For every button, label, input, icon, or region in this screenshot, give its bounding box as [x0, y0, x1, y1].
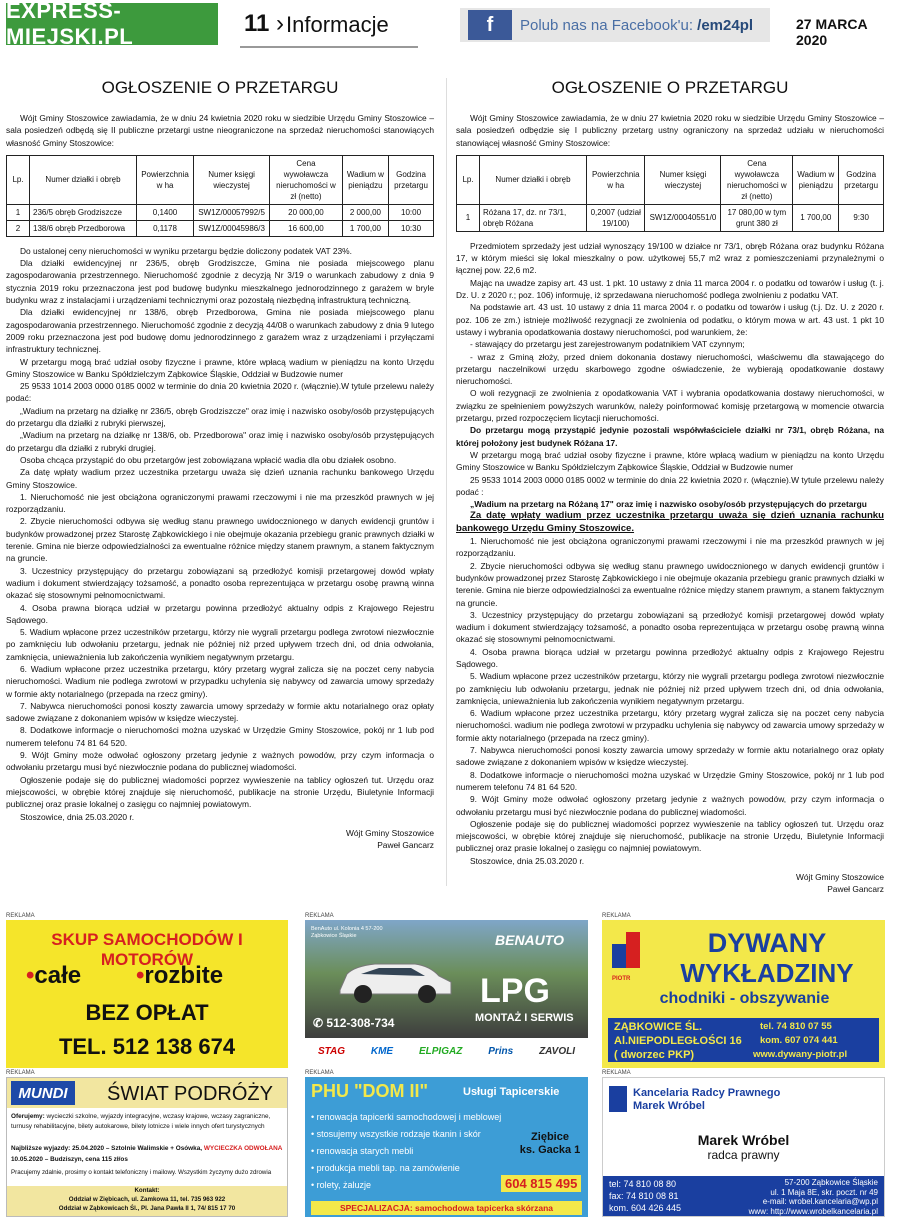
brand-logo: KME [370, 1045, 394, 1057]
ad-phu-spec: SPECJALIZACJA: samochodowa tapicerka skórzana [311, 1201, 582, 1215]
cell: SW1Z/00045986/3 [194, 220, 270, 236]
ad-mundi-office-1: Oddział w Ziębicach, ul. Zamkowa 11, tel. 735 963 922 [68, 1196, 226, 1203]
chevron-right-icon: › [276, 10, 285, 37]
ad-label: REKLAMA [305, 1070, 334, 1076]
col-plot: Numer działki i obręb [480, 155, 587, 204]
table-row [7, 204, 434, 220]
ad-benauto-service: MONTAŻ I SERWIS [475, 1012, 574, 1024]
notice-paragraph: 6. Wadium wpłacone przez uczestnika przetargu, który przetarg wygrał zalicza się na poczet ceny nabycia nieruchomości. Wadium nie podlega zwrotowi w przypadku uchylenia się nabywcy od zawarcia umowy sprzedaży w formie akty notarialnego (przepada na rzecz gminy). [6, 663, 434, 699]
notice-paragraph: 4. Osoba prawna biorąca udział w przetargu powinna przedłożyć aktualny odpis z Krajowego Rejestru Sądowego. [456, 646, 884, 669]
notice-intro: Wójt Gminy Stoszowice zawiadamia, że w dniu 27 kwietnia 2020 roku w siedzibie Urzędu Gminy Stoszowice – sala posiedzeń odbędzie się I publiczny przetarg ustny ograniczony na sprzedaż udziału w nieruchomości stanowiącej własność Gminy Stoszowice: [456, 113, 884, 148]
bullet-icon: • [136, 962, 145, 989]
ad-mundi[interactable] [6, 1077, 288, 1217]
list-item [311, 1177, 511, 1194]
ad-dywany-l1: DYWANY [707, 928, 827, 958]
notice-title: OGŁOSZENIE O PRZETARGU [551, 78, 789, 97]
cell: 2 [7, 220, 30, 236]
notice-paragraph: 4. Osoba prawna biorąca udział w przetargu powinna przedłożyć aktualny odpis z Krajowego Rejestru Sądowego. [6, 602, 434, 625]
notice-paragraph: Ogłoszenie podaje się do publicznej wiadomości poprzez wywieszenie na tablicy ogłoszeń tut. Urzędu oraz miejscowości, w obrębie której znajduje się nieruchomość, publikacje na stronie Urzędu, Biuletynie Informacji publicznej oraz prasie lokalnej o zasięgu co najmniej powiatowym. [456, 818, 884, 854]
section-number [244, 10, 284, 38]
section-num-text: 11 [244, 10, 270, 37]
ad-mundi-info: Pracujemy zdalnie, prosimy o kontakt telefoniczny i mailowy. Wszystkim życzymy dużo zdrowia [11, 1169, 272, 1176]
ad-kancelaria-role: radca prawny [707, 1148, 780, 1162]
col-wadium: Wadium w pieniądzu [342, 155, 388, 204]
phone-icon: ✆ [313, 1016, 324, 1030]
ad-label: REKLAMA [6, 913, 35, 919]
ad-kancelaria-a2: ul. 1 Maja 8E, skr. poczt. nr 49 [770, 1187, 878, 1197]
ad-phu-phone: 604 815 495 [501, 1175, 581, 1192]
ad-kancelaria-tel: tel: 74 810 08 80 [609, 1179, 677, 1189]
bullet-icon: • [311, 1180, 317, 1190]
notice-paragraph-bold: „Wadium na przetarg na Różaną 17" oraz imię i nazwisko osoby/osób przystępujących do przetargu [470, 499, 867, 510]
notice-paragraph: 2. Zbycie nieruchomości odbywa się według stanu prawnego uwidocznionego w danych ewidencji gruntów i budynków prowadzonej przez Starostę Ząbkowickiego i nie obejmuje okazania przebiegu granic prawnych działki w terenie. Gmina nie bierze odpowiedzialności za ewentualne różnice między stanem prawnym, a stanem faktycznym na gruncie. [6, 516, 434, 564]
notice-paragraph: 25 9533 1014 2003 0000 0185 0002 w terminie do dnia 22 kwietnia 2020 r. (włącznie).W tytule przelewu należy podać : [456, 474, 884, 497]
ad-mundi-trip-2: 10.05.2020 – Budziszyn, cena 115 zł/os [11, 1156, 128, 1163]
ad-kancelaria-contact [603, 1176, 884, 1216]
ad-kancelaria-kom: kom. 604 426 445 [609, 1203, 682, 1213]
notice-paragraph: 2. Zbycie nieruchomości odbywa się według stanu prawnego uwidocznionego w danych ewidencji gruntów i budynków prowadzonej przez Starostę Ząbkowickiego i nie obejmuje okazania przebiegu granic prawnych działki w terenie. Gmina nie bierze odpowiedzialności za ewentualne różnice między stanem prawnym, a stanem faktycznym na gruncie. [456, 560, 884, 608]
notice-paragraph: 9. Wójt Gminy może odwołać ogłoszony przetarg jedynie z ważnych powodów, przy czym informacja o odwołaniu przetargu musi być niezwłocznie podana do publicznej wiadomości. [456, 794, 884, 817]
ad-dywany-city: ZĄBKOWICE ŚL. [614, 1021, 702, 1033]
ad-benauto-phone [313, 1016, 394, 1030]
list-item [311, 1126, 511, 1143]
brand-logo: ZAVOLI [539, 1045, 576, 1057]
ad-benauto-brand: BENAUTO [495, 932, 564, 948]
col-price: Cena wywoławcza nieruchomości w zł (netto) [270, 155, 343, 204]
list-item-text: renowacja starych mebli [316, 1146, 414, 1156]
list-item [311, 1143, 511, 1160]
ad-phu-sub: Usługi Tapicerskie [463, 1086, 560, 1098]
cell: 0,2007 (udział 19/100) [587, 204, 645, 231]
col-hour: Godzina przetargu [839, 155, 884, 204]
signature-name: Paweł Gancarz [827, 884, 884, 895]
notice-paragraph: 1. Nieruchomość nie jest obciążona ograniczonymi prawami rzeczowymi i nie ma przeszkód prawnych w jej rozporządzaniu. [456, 536, 884, 559]
list-item [311, 1109, 511, 1126]
notice-paragraph: „Wadium na przetarg na działkę nr 236/5, obręb Grodziszcze" oraz imię i nazwisko osoby/osób przystępujących do przetargu dla działki z rubryki pierwszej, [6, 405, 434, 429]
notice-date: Stoszowice, dnia 25.03.2020 r. [470, 855, 585, 866]
notice-paragraph: Przedmiotem sprzedaży jest udział wynoszący 19/100 w działce nr 73/1, obręb Różana oraz budynku Różana 17, w którym mieści się lokal mieszkalny o pow. użytkowej 55,7 m2 wraz z pomieszczeniami przynależnymi o łącznej pow. 22,6 m2. [456, 240, 884, 276]
ad-mundi-contact-label: Kontakt: [134, 1187, 160, 1194]
ad-kancelaria-phones [609, 1178, 681, 1214]
ad-label: REKLAMA [602, 1070, 631, 1076]
ad-mundi-trips [11, 1144, 287, 1153]
ad-kancelaria-a1: 57-200 Ząbkowice Śląskie [784, 1178, 878, 1187]
notice-paragraph: Dla działki ewidencyjnej nr 236/5, obręb Grodziszcze, Gmina nie posiada miejscowego planu zagospodarowania przestrzennego. Nieruchomość zgodnie z decyzją Nr 3/19 o warunkach zabudowy z dnia 9 stycznia 2019 roku przeznaczona jest pod budowę budynku mieszkalnego jednorodzinnego z garażem w bryle budynku wraz z instalacjami i urządzeniami technicznymi oraz pozostałą niezbędną infrastrukturą techniczną. [6, 258, 434, 306]
ad-mundi-trip-1: Najbliższe wyjazdy: 25.04.2020 – Sztolnie Walimskie + Osówka, [11, 1145, 203, 1152]
ad-kancelaria-t2: Marek Wróbel [633, 1100, 705, 1112]
cell: 1 700,00 [793, 204, 839, 231]
ad-dywany-contact [608, 1018, 879, 1062]
ad-kancelaria[interactable] [602, 1077, 885, 1217]
ad-skup-phone: TEL. 512 138 674 [58, 1034, 236, 1059]
ad-kancelaria-name: Marek Wróbel [697, 1132, 790, 1148]
col-plot: Numer działki i obręb [30, 155, 137, 204]
ad-dywany-kom: kom. 607 074 441 [760, 1035, 838, 1046]
ad-label: REKLAMA [6, 1070, 35, 1076]
ad-benauto-phone-text: 512-308-734 [326, 1016, 395, 1030]
ad-benauto[interactable] [305, 920, 588, 1038]
ad-phu-services [311, 1109, 511, 1194]
notice-intro: Wójt Gminy Stoszowice zawiadamia, że w dniu 24 kwietnia 2020 roku w siedzibie Urzędu Gminy Stoszowice – sala posiedzeń odbędą się II publiczne przetargi ustne nieograniczone na sprzedaż nieruchomości stanowiących własność Gminy Stoszowice: [6, 113, 434, 148]
ad-phu-dom[interactable] [305, 1077, 588, 1217]
cell: SW1Z/00040551/0 [645, 204, 721, 231]
cell: 10:00 [389, 204, 434, 220]
col-lp: Lp. [457, 155, 480, 204]
header-divider [240, 46, 418, 48]
notice-paragraph: 8. Dodatkowe informacje o nieruchomości można uzyskać w Urzędzie Gminy Stoszowice, pokój nr 1 lub pod numerem telefonu 74 81 64 520. [6, 725, 434, 748]
cell: 0,1178 [137, 220, 194, 236]
ad-phu-title: PHU "DOM II" [311, 1081, 429, 1101]
col-kw: Numer księgi wieczystej [645, 155, 721, 204]
piotr-logo-text: PIOTR [612, 976, 631, 982]
notice-paragraph: 1. Nieruchomość nie jest obciążona ograniczonymi prawami rzeczowymi i nie ma przeszkód prawnych w jej rozporządzaniu. [6, 491, 434, 515]
cell: 20 000,00 [270, 204, 343, 220]
ad-mundi-office-2: Oddział w Ząbkowicach Śl., Pl. Jana Pawła II 1, 74/ 815 17 70 [58, 1205, 236, 1212]
facebook-banner[interactable] [460, 8, 770, 42]
table-header-row [7, 155, 434, 204]
piotr-logo-icon [612, 932, 646, 974]
cell: 10:30 [389, 220, 434, 236]
notice-paragraph: 5. Wadium wpłacone przez uczestników przetargu, którzy nie wygrali przetargu podlega zwrotowi niezwłocznie po zamknięciu lub odwołaniu przetargu, jednak nie później niż przed upływem trzech dni, od dnia odwołania, zamknięcia, unieważnienia lub zakończenia wynikiem negatywnym przetargu. [6, 627, 434, 662]
notice-paragraph: 25 9533 1014 2003 0000 0185 0002 w terminie do dnia 20 kwietnia 2020 r. (włącznie).W tytule przelewu należy podać: [6, 381, 434, 404]
cell: 1 [7, 204, 30, 220]
brand-logo: ELPIGAZ [418, 1045, 463, 1057]
ad-benauto-lpg: LPG [480, 972, 550, 1010]
ad-kancelaria-t1: Kancelaria Radcy Prawnego [633, 1087, 781, 1099]
facebook-text [520, 17, 753, 34]
bullet-icon: • [311, 1129, 317, 1139]
ad-skup-title: SKUP SAMOCHODÓW I MOTORÓW [51, 930, 243, 969]
ad-phu-city: Ziębice [531, 1131, 569, 1143]
ad-dywany-pkp: ( dworzec PKP) [614, 1049, 695, 1061]
ad-mundi-contact [7, 1186, 287, 1216]
ad-mundi-offer-label: Oferujemy: [11, 1113, 45, 1120]
col-hour: Godzina przetargu [389, 155, 434, 204]
tender-notice-left [6, 78, 434, 851]
ad-skup-cale-text: całe [34, 962, 82, 989]
signature-name: Paweł Gancarz [377, 840, 434, 851]
list-item-text: produkcja mebli tap. na zamówienie [316, 1163, 460, 1173]
notice-paragraph: 7. Nabywca nieruchomości ponosi koszty zawarcia umowy sprzedaży w formie aktu notarialnego oraz opłaty sadowe związane z dokonaniem wpisów w księdze wieczystej. [456, 745, 884, 768]
ad-benauto-logos [305, 1040, 588, 1062]
ad-phu-address [515, 1131, 585, 1157]
ad-kancelaria-fax: fax: 74 810 08 81 [609, 1191, 679, 1201]
table-row [457, 204, 884, 231]
ad-kancelaria-title [633, 1087, 780, 1113]
ad-mundi-offer [11, 1112, 283, 1131]
notice-paragraph: Na podstawie art. 43 ust. 10 ustawy z dnia 11 marca 2004 r. o podatku od towarów i usług (t.j. Dz. U. z 2020 r. poz. 106 ze zm.) istnieje możliwość rezygnacji ze zwolnienia od podatku, o którym mowa w art. 43 ust. 1 pkt 10 ustawy i wybrania opodatkowania dostawy nieruchomości, pod warunkiem, że: [456, 302, 884, 337]
ad-skup-cale [26, 962, 81, 990]
ad-kancelaria-email[interactable]: e-mail: wrobel.kancelaria@wp.pl [762, 1197, 878, 1206]
facebook-link[interactable]: /em24pl [697, 16, 754, 34]
ad-dywany-l2: WYKŁADZINY [680, 958, 854, 988]
cell: 16 600,00 [270, 220, 343, 236]
ad-kancelaria-www[interactable]: www: http://www.wrobelkancelaria.pl [748, 1206, 878, 1216]
ad-label: REKLAMA [602, 913, 631, 919]
facebook-like-icon: f [468, 10, 512, 40]
ad-dywany[interactable] [602, 920, 885, 1068]
notice-title: OGŁOSZENIE O PRZETARGU [101, 78, 339, 97]
notice-date: Stoszowice, dnia 25.03.2020 r. [20, 811, 135, 822]
notice-paragraph: 8. Dodatkowe informacje o nieruchomości można uzyskać w Urzędzie Gminy Stoszowice, pokój nr 1 lub pod numerem telefonu 74 81 64 520. [456, 769, 884, 792]
kancelaria-logo-icon [609, 1086, 627, 1112]
notice-paragraph: „Wadium na przetarg na działkę nr 138/6, ob. Przedborowa" oraz imię i nazwisko osoby/osób przystępujących do przetargu dla działki z rubryki drugiej. [6, 430, 434, 453]
cell: 138/6 obręb Przedborowa [30, 220, 137, 236]
cell: 0,1400 [137, 204, 194, 220]
site-logo[interactable]: EXPRESS-MIEJSKI.PL [6, 3, 218, 45]
notice-paragraph: Mając na uwadze zapisy art. 43 ust. 1 pkt. 10 ustawy z dnia 11 marca 2004 r. o podatku od towarów i usług (t. j. Dz. U. z 2020 r.; poz. 106) informuję, iż sprzedawana nieruchomość podlega zwolnieniu z podatku VAT. [456, 277, 884, 301]
plot-table [456, 155, 884, 232]
list-item [311, 1160, 511, 1177]
ad-skup[interactable] [6, 920, 288, 1068]
list-item-text: rolety, żaluzje [316, 1180, 372, 1190]
notice-paragraph: Dla działki ewidencyjnej nr 138/6, obręb Przedborowa, Gmina nie posiada miejscowego planu zagospodarowania przestrzennego. Nieruchomość zgodnie z decyzją 44/08 o warunkach zabudowy z dnia 9 lutego 2009 roku przeznaczona jest pod budowę domu jednorodzinnego z garażem wraz z urządzeniami i przyłączami infrastruktury technicznej. [6, 307, 434, 355]
notice-paragraph: Ogłoszenie podaje się do publicznej wiadomości poprzez wywieszenie na tablicy ogłoszeń tut. Urzędu oraz miejscowości, w obrębie której znajduje się nieruchomość, publikacje na stronie Urzędu, Biuletynie Informacji publicznej oraz prasie lokalnej o zasięgu co najmniej powiatowym. [6, 774, 434, 810]
bullet-icon: • [26, 962, 35, 989]
ad-skup-rozbite-text: rozbite [144, 962, 224, 989]
cell: 2 000,00 [342, 204, 388, 220]
ad-mundi-cancelled: WYCIECZKA ODWOŁANA [203, 1145, 283, 1152]
ad-dywany-www[interactable]: www.dywany-piotr.pl [753, 1049, 848, 1060]
cell: 1 [457, 204, 480, 231]
col-kw: Numer księgi wieczystej [194, 155, 270, 204]
notice-paragraph: Osoba chcąca przystąpić do obu przetargów jest zobowiązana wpłacić wadia dla obu działek osobno. [20, 454, 397, 465]
bullet-icon: • [311, 1163, 317, 1173]
table-row [7, 220, 434, 236]
notice-paragraph: - wraz z Gminą złoży, przed dniem dokonania dostawy nieruchomości, właściwemu dla stawającego do przetargu naczelnikowi urzędu skarbowego zgodne oświadczenie, że wybierają opodatkowanie dostawy nieruchomości. [456, 351, 884, 387]
issue-date: 27 MARCA 2020 [796, 16, 868, 48]
brand-logo: STAG [317, 1045, 345, 1057]
notice-paragraph: W przetargu mogą brać udział osoby fizyczne i prawne, które wpłacą wadium w pieniądzu na konto Urzędu Gminy Stoszowice w Banku Spółdzielczym Ząbkowice Śląskie, Oddział w Budzowie numer [456, 449, 884, 473]
notice-paragraph-bold: Do przetargu mogą przystąpić jedynie pozostali współwłaściciele działki nr 73/1, obręb Różana, na której położony jest budynek Różana 17. [456, 425, 884, 448]
ad-mundi-offer-text: wycieczki szkolne, wyjazdy integracyjne, wczasy krajowe, wczasy zagraniczne, turnusy rehabilitacyjne, bilety autokarowe, bilety lotnicze i wiele innych ofert turystycznych [11, 1113, 271, 1130]
car-icon [335, 952, 455, 1004]
list-item-text: renowacja tapicerki samochodowej i meblowej [316, 1112, 502, 1122]
col-lp: Lp. [7, 155, 30, 204]
notice-paragraph: Do ustalonej ceny nieruchomości w wyniku przetargu będzie doliczony podatek VAT 23%. [20, 245, 352, 256]
cell: 1 700,00 [342, 220, 388, 236]
cell: Różana 17, dz. nr 73/1, obręb Różana [480, 204, 587, 231]
notice-paragraph: W przetargu mogą brać udział osoby fizyczne i prawne, które wpłacą wadium w pieniądzu na konto Urzędu Gminy Stoszowice w Banku Spółdzielczym Ząbkowice Śląskie, Oddział w Budzowie numer [6, 356, 434, 379]
cell: 17 080,00 w tym grunt 380 zł [721, 204, 793, 231]
notice-paragraph: 6. Wadium wpłacone przez uczestnika przetargu, który przetarg wygrał zalicza się na poczet ceny nabycia nieruchomości. wadium nie podlega zwrotowi w przypadku uchylenia się nabywcy od zawarcia umowy sprzedaży w formie akty notarialnego (przepada na rzecz gminy). [456, 708, 884, 743]
ad-skup-rozbite [136, 962, 223, 990]
brand-logo: Prins [488, 1045, 514, 1057]
signature-title: Wójt Gminy Stoszowice [796, 872, 884, 883]
ad-skup-free: BEZ OPŁAT [85, 1000, 209, 1025]
tender-notice-right [456, 78, 884, 896]
notice-paragraph: 9. Wójt Gminy może odwołać ogłoszony przetarg jedynie z ważnych powodów, przy czym informacja o odwołaniu przetargu musi być niezwłocznie podana do publicznej wiadomości. [6, 750, 434, 773]
ad-dywany-tel: tel. 74 810 07 55 [760, 1021, 832, 1032]
col-area: Powierzchnia w ha [137, 155, 194, 204]
notice-paragraph: 3. Uczestnicy przystępujący do przetargu zobowiązani są przedłożyć komisji przetargowej dowód wpłaty wadium i dokument stwierdzający tożsamość, a ponadto osoba reprezentująca w przetargu osobę prawną winna okazać się stosownymi pełnomocnictwami. [456, 609, 884, 645]
facebook-cta: Polub nas na Facebook'u: [520, 16, 693, 34]
ad-dywany-street: Al.NIEPODLEGŁOŚCI 16 [614, 1035, 742, 1047]
notice-paragraph: O woli rezygnacji ze zwolnienia z opodatkowania VAT i wybrania opodatkowania dostawy nieruchomości, w związku ze spełnieniem powyższych warunków, należy poinformować komisję przetargową w momencie otwarcia przetargu, przed rozpoczęciem licytacji nieruchomości. [456, 388, 884, 424]
col-price: Cena wywoławcza nieruchomości w zł (netto) [721, 155, 793, 204]
bullet-icon: • [311, 1146, 317, 1156]
signature-title: Wójt Gminy Stoszowice [346, 827, 434, 838]
notice-paragraph-underlined: Za datę wpłaty wadium przez uczestnika przetargu uważa się dzień uznania rachunku bankowego Urzędu Gminy Stoszowice. [456, 510, 884, 534]
ad-label: REKLAMA [305, 913, 334, 919]
section-name: Informacje [286, 12, 389, 37]
table-header-row [457, 155, 884, 204]
notice-paragraph: Za datę wpłaty wadium przez uczestnika przetargu uważa się dzień uznania rachunku bankowego Urzędu Gminy Stoszowice. [6, 467, 434, 490]
notice-paragraph: - stawający do przetargu jest zarejestrowanym podatnikiem VAT czynnym; [470, 339, 745, 350]
page-header [0, 0, 900, 50]
col-area: Powierzchnia w ha [587, 155, 645, 204]
ad-kancelaria-address [749, 1178, 878, 1216]
cell: 9:30 [839, 204, 884, 231]
cell: 236/5 obręb Grodziszcze [30, 204, 137, 220]
ad-phu-street: ks. Gacka 1 [519, 1144, 581, 1156]
list-item-text: stosujemy wszystkie rodzaje tkanin i skór [316, 1129, 481, 1139]
ad-mundi-logo: MUNDI [11, 1081, 75, 1105]
notice-paragraph: 3. Uczestnicy przystępujący do przetargu zobowiązani są przedłożyć komisji przetargowej dowód wpłaty wadium i dokument stwierdzający tożsamość, a ponadto osoba reprezentująca w przetargu osobę prawną winna okazać się stosownymi pełnomocnictwami. [6, 565, 434, 601]
column-divider [446, 78, 447, 886]
ad-benauto-address: BenAuto ul. Kolonia 4 57-200 Ząbkowice Śląskie [311, 926, 383, 939]
cell: SW1Z/00057992/5 [194, 204, 270, 220]
bullet-icon: • [311, 1112, 317, 1122]
notice-paragraph: 5. Wadium wpłacone przez uczestników przetargu, którzy nie wygrali przetargu podlega zwrotowi niezwłocznie po zamknięciu lub odwołaniu przetargu, jednak nie później niż przed upływem trzech dni, od dnia odwołania, zamknięcia, unieważnienia lub zakończenia wynikiem negatywnym przetargu. [456, 671, 884, 706]
notice-paragraph: 7. Nabywca nieruchomości ponosi koszty zawarcia umowy sprzedaży w formie aktu notarialnego oraz opłaty sadowe związane z dokonaniem wpisów w księdze wieczystej. [6, 700, 434, 724]
ad-dywany-l3: chodniki - obszywanie [659, 990, 830, 1007]
plots-table [6, 155, 434, 237]
ad-mundi-title: ŚWIAT PODRÓŻY [107, 1083, 273, 1105]
col-wadium: Wadium w pieniądzu [793, 155, 839, 204]
